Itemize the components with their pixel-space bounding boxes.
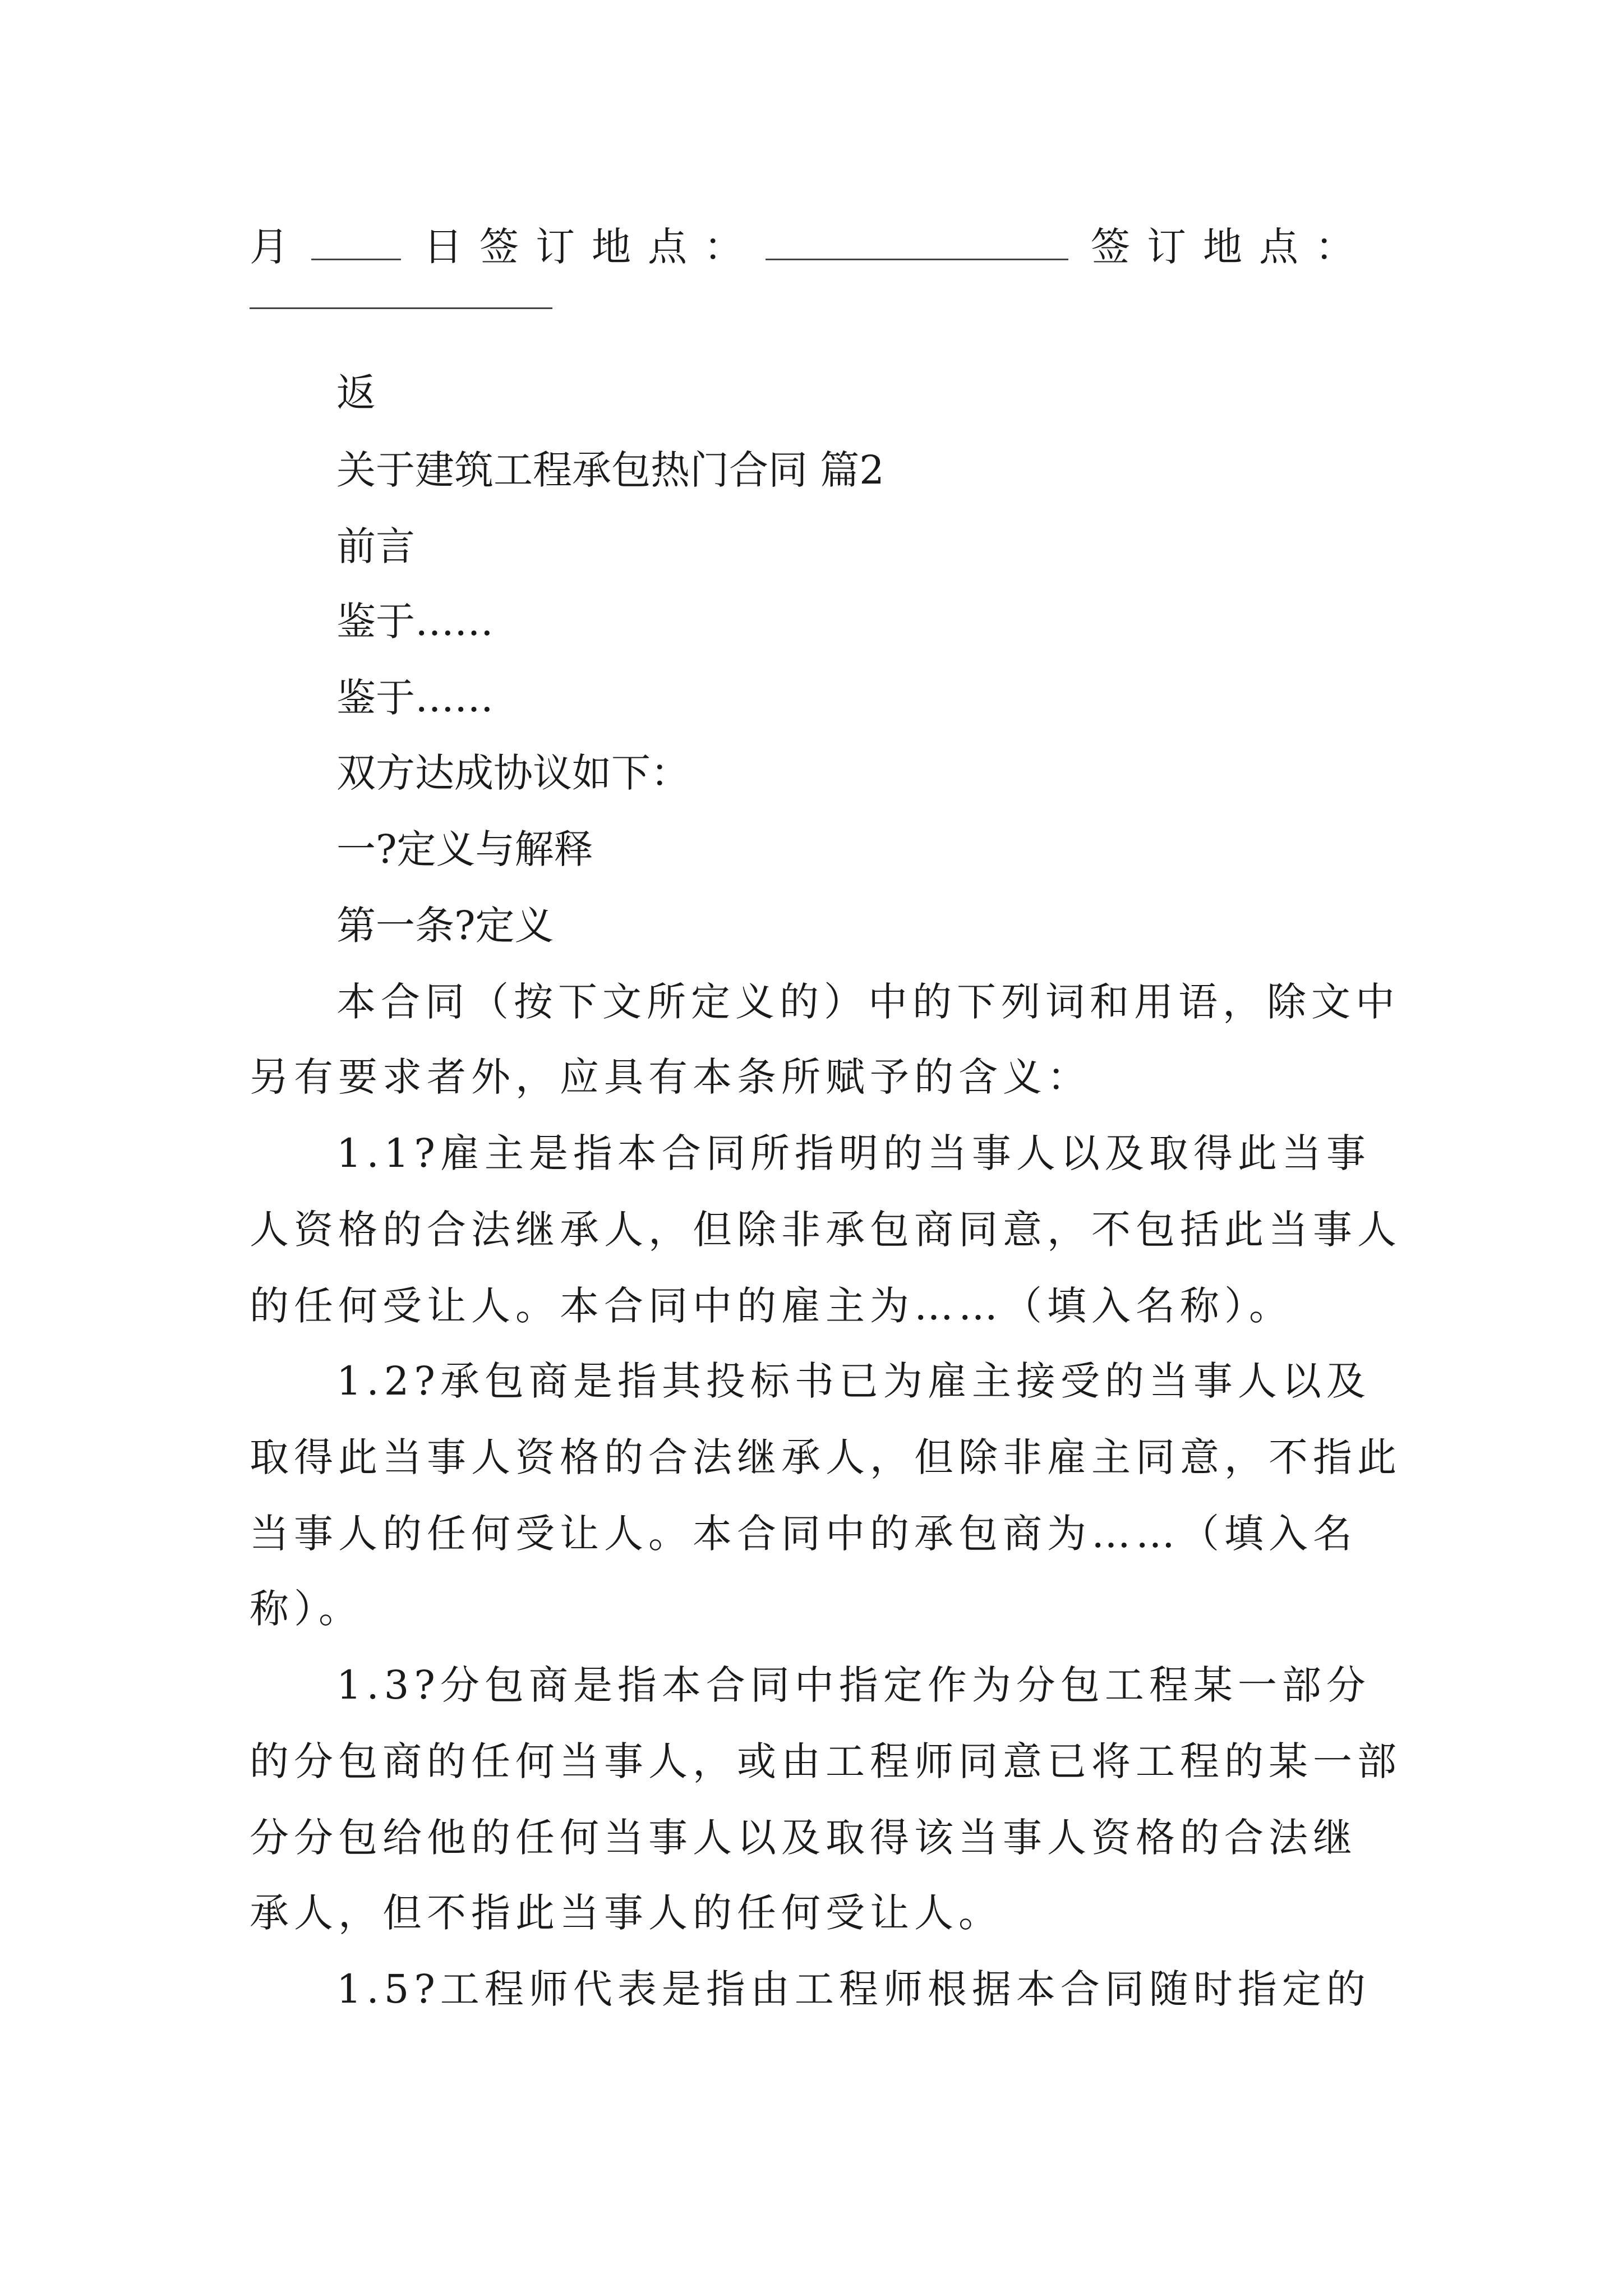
whereas-line-1: 鉴于…… [336, 599, 494, 645]
clause-1-3-line-2: 的分包商的任何当事人，或由工程师同意已将工程的某一部 [250, 1738, 1401, 1784]
clause-1-2-line-2: 取得此当事人资格的合法继承人，但除非雇主同意，不指此 [250, 1434, 1401, 1480]
clause-1-2-line-1: 1.2?承包商是指其投标书已为雇主接受的当事人以及 [336, 1358, 1371, 1404]
clause-1-2-line-4: 称）。 [250, 1586, 363, 1632]
back-text: 返 [336, 370, 376, 416]
place2-label: 签订地点： [1091, 224, 1371, 270]
signature-row [250, 220, 1371, 274]
month-blank [311, 225, 401, 260]
clause-1-1-line-3: 的任何受让人。本合同中的雇主为……（填入名称）。 [250, 1283, 1293, 1329]
agreement-line: 双方达成协议如下： [336, 750, 690, 796]
clause-1-1-line-1: 1.1?雇主是指本合同所指明的当事人以及取得此当事 [336, 1130, 1371, 1176]
clause-1-2-line-3: 当事人的任何受让人。本合同中的承包商为……（填入名 [250, 1511, 1357, 1557]
clause-1-5-line-1: 1.5?工程师代表是指由工程师根据本合同随时指定的 [336, 1966, 1371, 2012]
preface-heading: 前言 [336, 523, 415, 569]
place2-blank [250, 307, 552, 309]
article-title: 第一条?定义 [336, 903, 554, 949]
chapter-title: 一?定义与解释 [336, 826, 593, 872]
paragraph-intro-line-1: 本合同（按下文所定义的）中的下列词和用语，除文中 [336, 979, 1400, 1025]
paragraph-intro-line-2: 另有要求者外，应具有本条所赋予的含义： [250, 1054, 1091, 1100]
whereas-line-2: 鉴于…… [336, 675, 494, 721]
day-place-label: 日签订地点： [423, 224, 760, 270]
clause-1-3-line-1: 1.3?分包商是指本合同中指定作为分包工程某一部分 [336, 1662, 1371, 1708]
section-heading: 关于建筑工程承包热门合同 篇2 [336, 447, 884, 493]
month-label: 月 [250, 224, 306, 270]
clause-1-3-line-4: 承人，但不指此当事人的任何受让人。 [250, 1890, 1003, 1936]
place-blank [766, 225, 1068, 260]
clause-1-1-line-2: 人资格的合法继承人，但除非承包商同意，不包括此当事人 [250, 1207, 1401, 1253]
clause-1-3-line-3: 分分包给他的任何当事人以及取得该当事人资格的合法继 [250, 1815, 1357, 1861]
